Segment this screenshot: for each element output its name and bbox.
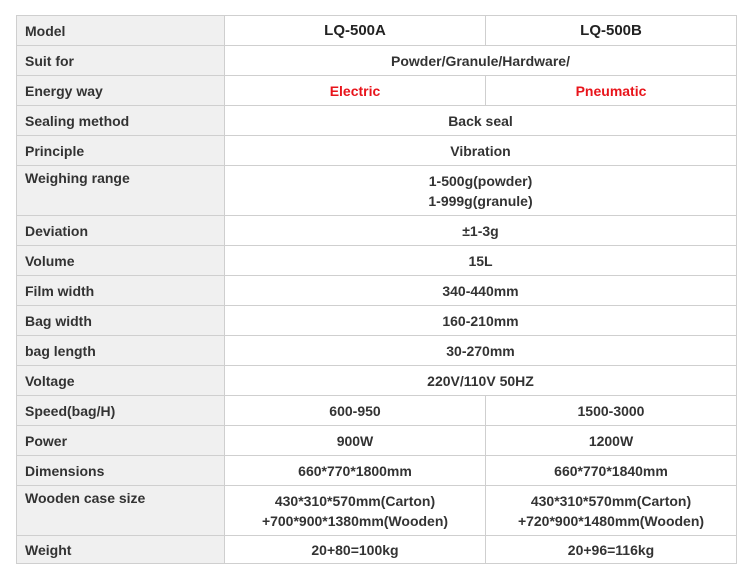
table-row [17,46,737,76]
value-line: +700*900*1380mm(Wooden) [261,512,449,529]
row-value: 340-440mm [225,276,737,306]
row-label: Power [17,426,225,456]
table-row [17,276,737,306]
table-row [17,486,737,536]
row-label: Volume [17,246,225,276]
value-line: +720*900*1480mm(Wooden) [517,512,705,529]
table-row [17,76,737,106]
energy-electric: Electric [225,76,486,106]
row-label: Weight [17,536,225,564]
model-lq-500a: LQ-500A [225,16,486,46]
value-line: 1-500g(powder) [428,172,533,189]
table-row [17,366,737,396]
row-value-b: 1200W [486,426,737,456]
row-value: ±1-3g [225,216,737,246]
row-label: Principle [17,136,225,166]
row-value-b [486,486,737,536]
table-row [17,396,737,426]
value-line: 430*310*570mm(Carton) [274,492,436,509]
row-value: 30-270mm [225,336,737,366]
row-value: 220V/110V 50HZ [225,366,737,396]
row-value-a: 900W [225,426,486,456]
spec-table [16,15,737,564]
table-row [17,426,737,456]
row-value: 160-210mm [225,306,737,336]
row-value-a: 660*770*1800mm [225,456,486,486]
row-value: Powder/Granule/Hardware/ [225,46,737,76]
row-label: Dimensions [17,456,225,486]
row-label: Deviation [17,216,225,246]
table-row [17,536,737,564]
model-lq-500b: LQ-500B [486,16,737,46]
row-value-b: 20+96=116kg [486,536,737,564]
model-label: Model [17,16,225,46]
row-value: 15L [225,246,737,276]
row-label: Suit for [17,46,225,76]
header-row [17,16,737,46]
value-line: 430*310*570mm(Carton) [530,492,692,509]
row-label: Film width [17,276,225,306]
row-value-a: 600-950 [225,396,486,426]
row-value: Vibration [225,136,737,166]
table-row [17,136,737,166]
row-value-b: 1500-3000 [486,396,737,426]
table-row [17,246,737,276]
row-label: bag length [17,336,225,366]
row-label: Sealing method [17,106,225,136]
energy-pneumatic: Pneumatic [486,76,737,106]
table-row [17,166,737,216]
row-label: Voltage [17,366,225,396]
table-row [17,336,737,366]
row-label: Bag width [17,306,225,336]
table-row [17,106,737,136]
table-row [17,306,737,336]
row-value-b: 660*770*1840mm [486,456,737,486]
row-label: Speed(bag/H) [17,396,225,426]
row-value [225,166,737,216]
row-label: Wooden case size [17,486,225,536]
row-value-a: 20+80=100kg [225,536,486,564]
row-label: Weighing range [17,166,225,216]
table-row [17,456,737,486]
table-row [17,216,737,246]
row-value-a [225,486,486,536]
row-value: Back seal [225,106,737,136]
row-label: Energy way [17,76,225,106]
value-line: 1-999g(granule) [428,192,533,209]
